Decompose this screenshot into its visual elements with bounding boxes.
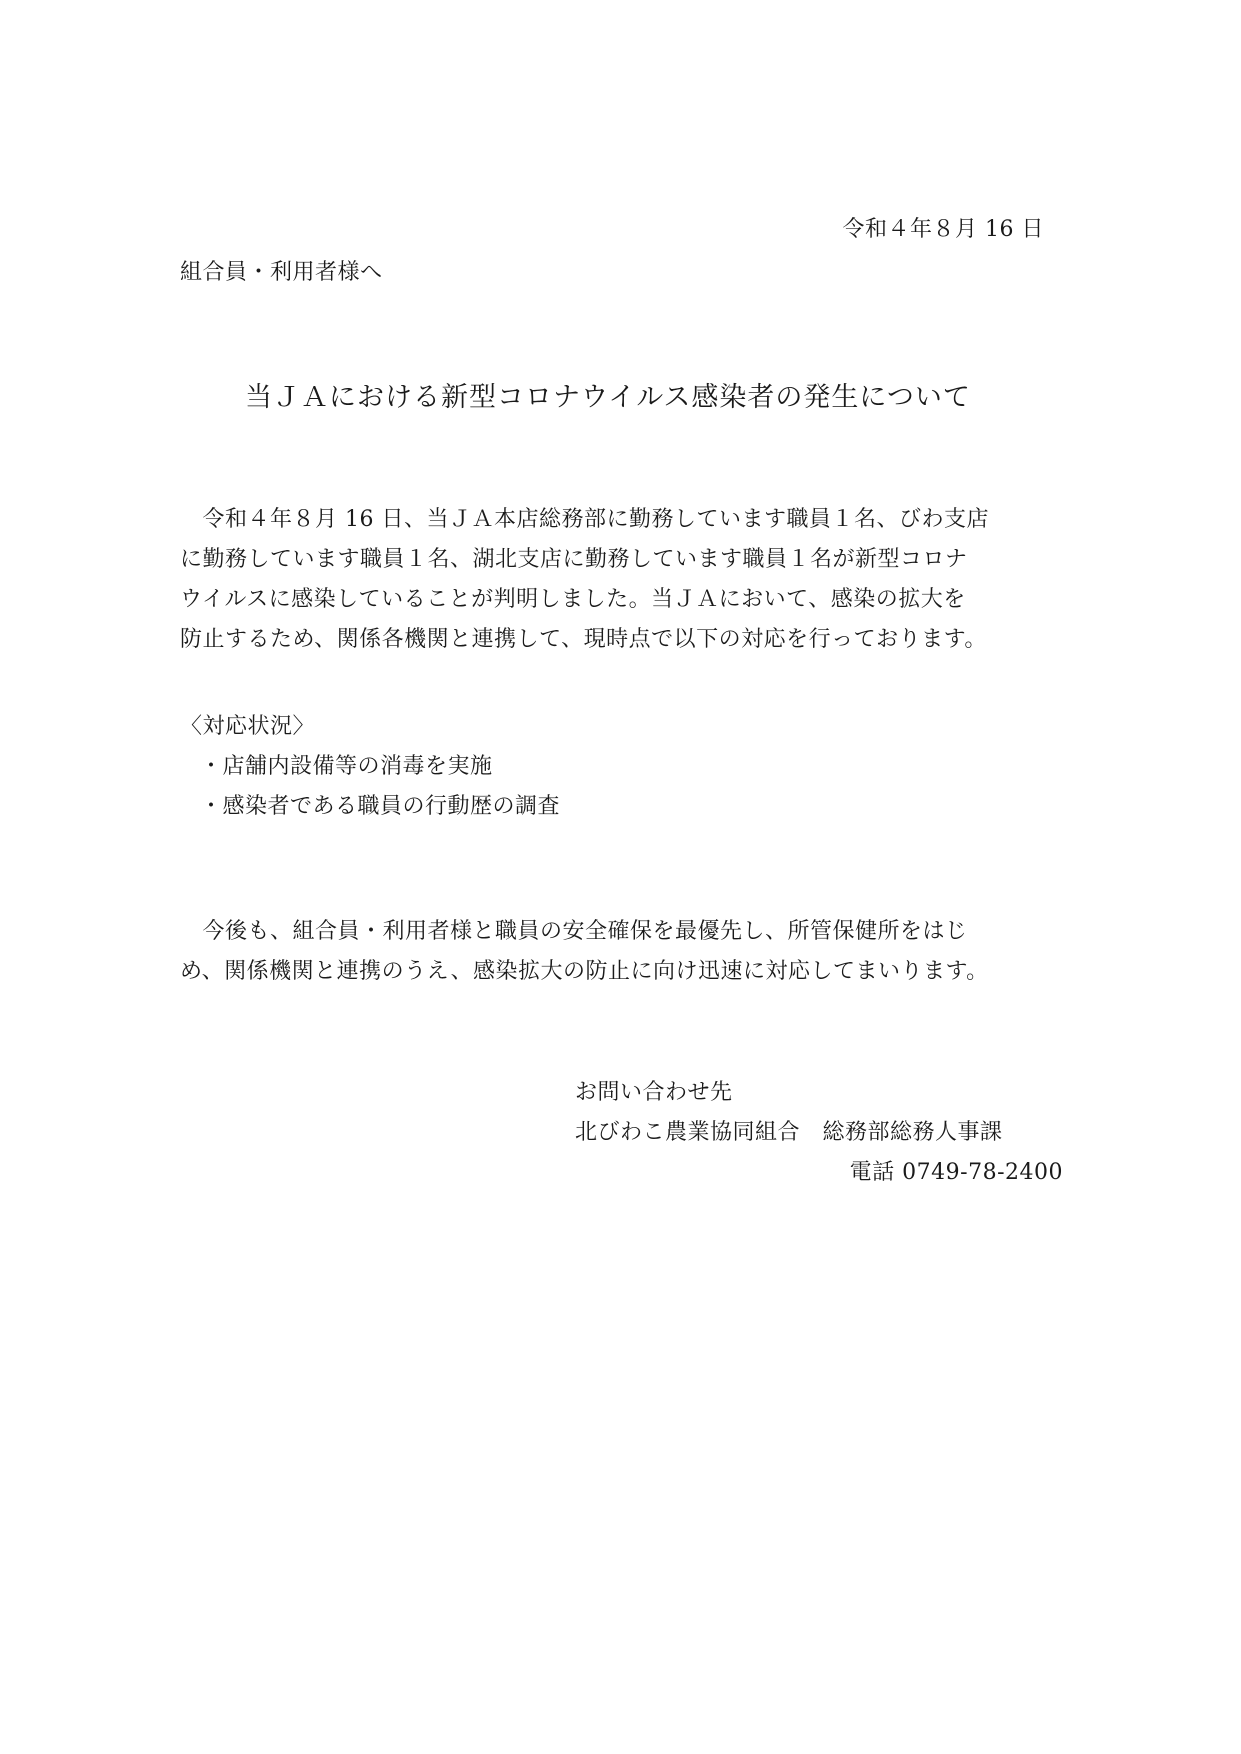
paragraph-line: 令和４年８月 16 日、当ＪＡ本店総務部に勤務しています職員１名、びわ支店 [180,507,989,532]
paragraph-line: 防止するため、関係各機関と連携して、現時点で以下の対応を行っております。 [180,627,987,652]
contact-label: お問い合わせ先 [575,1080,733,1105]
paragraph-line: め、関係機関と連携のうえ、感染拡大の防止に向け迅速に対応してまいります。 [180,959,989,984]
announcement-paragraph [180,500,1070,660]
addressee: 組合員・利用者様へ [180,260,383,285]
document-date: 令和４年８月 16 日 [842,217,1044,242]
status-item: ・感染者である職員の行動歴の調査 [200,794,561,819]
contact-phone: 電話 0749-78-2400 [849,1160,1063,1185]
status-heading: 〈対応状況〉 [180,714,316,739]
closing-paragraph [180,912,1070,992]
document-title: 当ＪＡにおける新型コロナウイルス感染者の発生について [245,382,971,413]
paragraph-line: に勤務しています職員１名、湖北支店に勤務しています職員１名が新型コロナ [180,547,968,572]
status-item: ・店舗内設備等の消毒を実施 [200,754,493,779]
contact-organization: 北びわこ農業協同組合 総務部総務人事課 [575,1120,1003,1145]
paragraph-line: 今後も、組合員・利用者様と職員の安全確保を最優先し、所管保健所をはじ [180,919,968,944]
paragraph-line: ウイルスに感染していることが判明しました。当ＪＡにおいて、感染の拡大を [180,587,966,612]
